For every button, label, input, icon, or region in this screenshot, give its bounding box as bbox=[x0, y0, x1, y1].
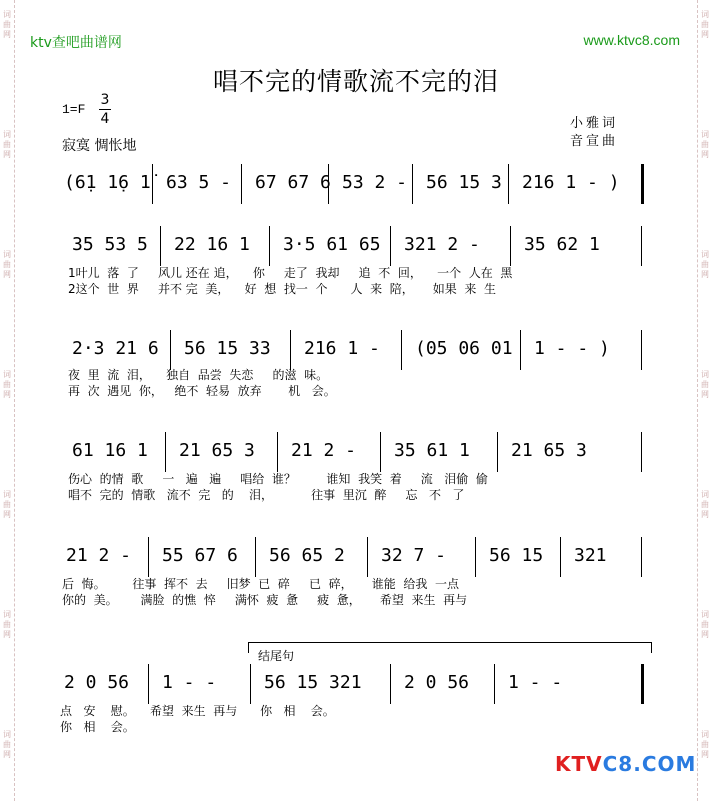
score-measure: 216 1 - ) bbox=[522, 172, 620, 193]
bar-line bbox=[328, 164, 329, 204]
bar-line bbox=[401, 330, 402, 370]
time-numerator: 3 bbox=[100, 92, 110, 108]
score-measure: 216 1 - bbox=[304, 338, 380, 359]
composer-credit: 音宣曲 bbox=[570, 134, 619, 149]
lyric-line: 2这个 世 界 并不 完 美， 好 想 找一 个 人 来 陪， 如果 来 生 bbox=[68, 282, 497, 296]
lyric-line: 你 相 会。 bbox=[60, 720, 135, 734]
score-measure: 21 2 - bbox=[291, 440, 357, 461]
bar-line bbox=[510, 226, 511, 266]
score-measure: 55 67 6 bbox=[162, 545, 238, 566]
bar-line bbox=[560, 537, 561, 577]
watermark-text: 词曲网 bbox=[701, 250, 709, 279]
bar-line bbox=[241, 164, 242, 204]
bar-line bbox=[380, 432, 381, 472]
watermark-text: 词曲网 bbox=[3, 490, 11, 519]
score-measure: 56 15 bbox=[489, 545, 544, 566]
bar-line bbox=[390, 664, 391, 704]
bar-line bbox=[390, 226, 391, 266]
bar-line bbox=[152, 164, 153, 204]
lyric-line: 点 安 慰。 希望 来生 再与 你 相 会。 bbox=[60, 704, 335, 718]
score-measure: 22 16 1 bbox=[174, 234, 250, 255]
lyricist-credit: 小雅词 bbox=[570, 116, 619, 131]
watermark-text: 词曲网 bbox=[701, 370, 709, 399]
watermark-text: 词曲网 bbox=[3, 130, 11, 159]
bar-line bbox=[412, 164, 413, 204]
score-measure: 21 2 - bbox=[66, 545, 132, 566]
lyric-line: 1叶儿 落 了 风儿 还在 追， 你 走了 我却 追 不 回， 一个 人在 黑 bbox=[68, 266, 513, 280]
score-measure: 53 2 - bbox=[342, 172, 408, 193]
bar-line bbox=[641, 537, 642, 577]
bar-line bbox=[277, 432, 278, 472]
watermark-text: 词曲网 bbox=[3, 610, 11, 639]
bar-line bbox=[290, 330, 291, 370]
score-measure: 35 62 1 bbox=[524, 234, 600, 255]
bar-line bbox=[148, 664, 149, 704]
song-title: 唱不完的情歌流不完的泪 bbox=[212, 67, 499, 96]
time-denominator: 4 bbox=[100, 111, 110, 127]
score-measure: 56 15 33 bbox=[184, 338, 271, 359]
bar-line bbox=[494, 664, 495, 704]
coda-label: 结尾句 bbox=[258, 649, 295, 663]
bar-line bbox=[148, 537, 149, 577]
score-measure: 1 - - bbox=[162, 672, 217, 693]
bar-line bbox=[165, 432, 166, 472]
bar-line bbox=[367, 537, 368, 577]
lyric-line: 再 次 遇见 你， 绝不 轻易 放弃 机 会。 bbox=[68, 384, 336, 398]
bar-line bbox=[160, 226, 161, 266]
lyric-line: 后 悔。 往事 挥不 去 旧梦 已 碎 已 碎， 谁能 给我 一点 bbox=[62, 577, 459, 591]
score-measure: 1 - - ) bbox=[534, 338, 610, 359]
score-measure: 67 67 6 bbox=[255, 172, 331, 193]
bar-line bbox=[475, 537, 476, 577]
watermark-text: 词曲网 bbox=[701, 610, 709, 639]
site-url: www.ktvc8.com bbox=[583, 32, 680, 48]
bar-line bbox=[641, 330, 642, 370]
lyric-line: 唱不 完的 情歌 流不 完 的 泪， 往事 里沉 醉 忘 不 了 bbox=[68, 488, 465, 502]
bar-line bbox=[497, 432, 498, 472]
score-measure: 2 0 56 bbox=[64, 672, 130, 693]
watermark-text: 词曲网 bbox=[701, 730, 709, 759]
watermark-text: 词曲网 bbox=[701, 10, 709, 39]
lyric-line: 夜 里 流 泪， 独自 品尝 失恋 的滋 味。 bbox=[68, 368, 329, 382]
score-measure: 321 2 - bbox=[404, 234, 480, 255]
watermark-text: 词曲网 bbox=[3, 250, 11, 279]
score-measure: 3·5 61 65 bbox=[283, 234, 381, 255]
bar-line bbox=[508, 164, 509, 204]
bar-line bbox=[641, 164, 644, 204]
score-measure: 2 0 56 bbox=[404, 672, 470, 693]
left-watermark-strip bbox=[0, 0, 15, 801]
time-signature bbox=[99, 92, 111, 127]
site-name: ktv查吧曲谱网 bbox=[30, 35, 122, 51]
logo-part-c8: C8.COM bbox=[602, 752, 697, 776]
score-measure: 56 15 321 bbox=[264, 672, 362, 693]
right-watermark-strip bbox=[697, 0, 712, 801]
watermark-text: 词曲网 bbox=[3, 10, 11, 39]
score-measure: 61 16 1 bbox=[72, 440, 148, 461]
score-measure: 56 65 2 bbox=[269, 545, 345, 566]
score-measure: 21 65 3 bbox=[179, 440, 255, 461]
site-logo bbox=[555, 752, 696, 776]
watermark-text: 词曲网 bbox=[3, 370, 11, 399]
bar-line bbox=[641, 226, 642, 266]
bar-line bbox=[170, 330, 171, 370]
bar-line bbox=[250, 664, 251, 704]
watermark-text: 词曲网 bbox=[701, 490, 709, 519]
logo-part-ktv: KTV bbox=[555, 752, 603, 776]
score-measure: 2·3 21 6 bbox=[72, 338, 159, 359]
key-signature: 1=F bbox=[62, 102, 86, 117]
bar-line bbox=[641, 664, 644, 704]
lyric-line: 伤心 的情 歌 一 遍 遍 唱给 谁？ 谁知 我笑 着 流 泪偷 偷 bbox=[68, 472, 488, 486]
score-measure: 321 bbox=[574, 545, 607, 566]
coda-bracket bbox=[248, 642, 652, 653]
bar-line bbox=[641, 432, 642, 472]
score-measure: 1 - - bbox=[508, 672, 563, 693]
bar-line bbox=[255, 537, 256, 577]
score-measure: 56 15 3 bbox=[426, 172, 502, 193]
bar-line bbox=[269, 226, 270, 266]
lyric-line: 你的 美。 满脸 的憔 悴 满怀 疲 惫 疲 惫， 希望 来生 再与 bbox=[62, 593, 468, 607]
score-measure: (6̣1 1̣6 1̇ bbox=[64, 172, 151, 193]
score-measure: 35 61 1 bbox=[394, 440, 470, 461]
bar-line bbox=[520, 330, 521, 370]
watermark-text: 词曲网 bbox=[701, 130, 709, 159]
score-measure: (05 06 01 bbox=[415, 338, 513, 359]
tempo-mark: 寂寞 惆怅地 bbox=[62, 138, 137, 154]
watermark-text: 词曲网 bbox=[3, 730, 11, 759]
score-measure: 32 7 - bbox=[381, 545, 447, 566]
score-measure: 21 65 3 bbox=[511, 440, 587, 461]
score-measure: 35 53 5 bbox=[72, 234, 148, 255]
score-measure: 63 5 - bbox=[166, 172, 232, 193]
